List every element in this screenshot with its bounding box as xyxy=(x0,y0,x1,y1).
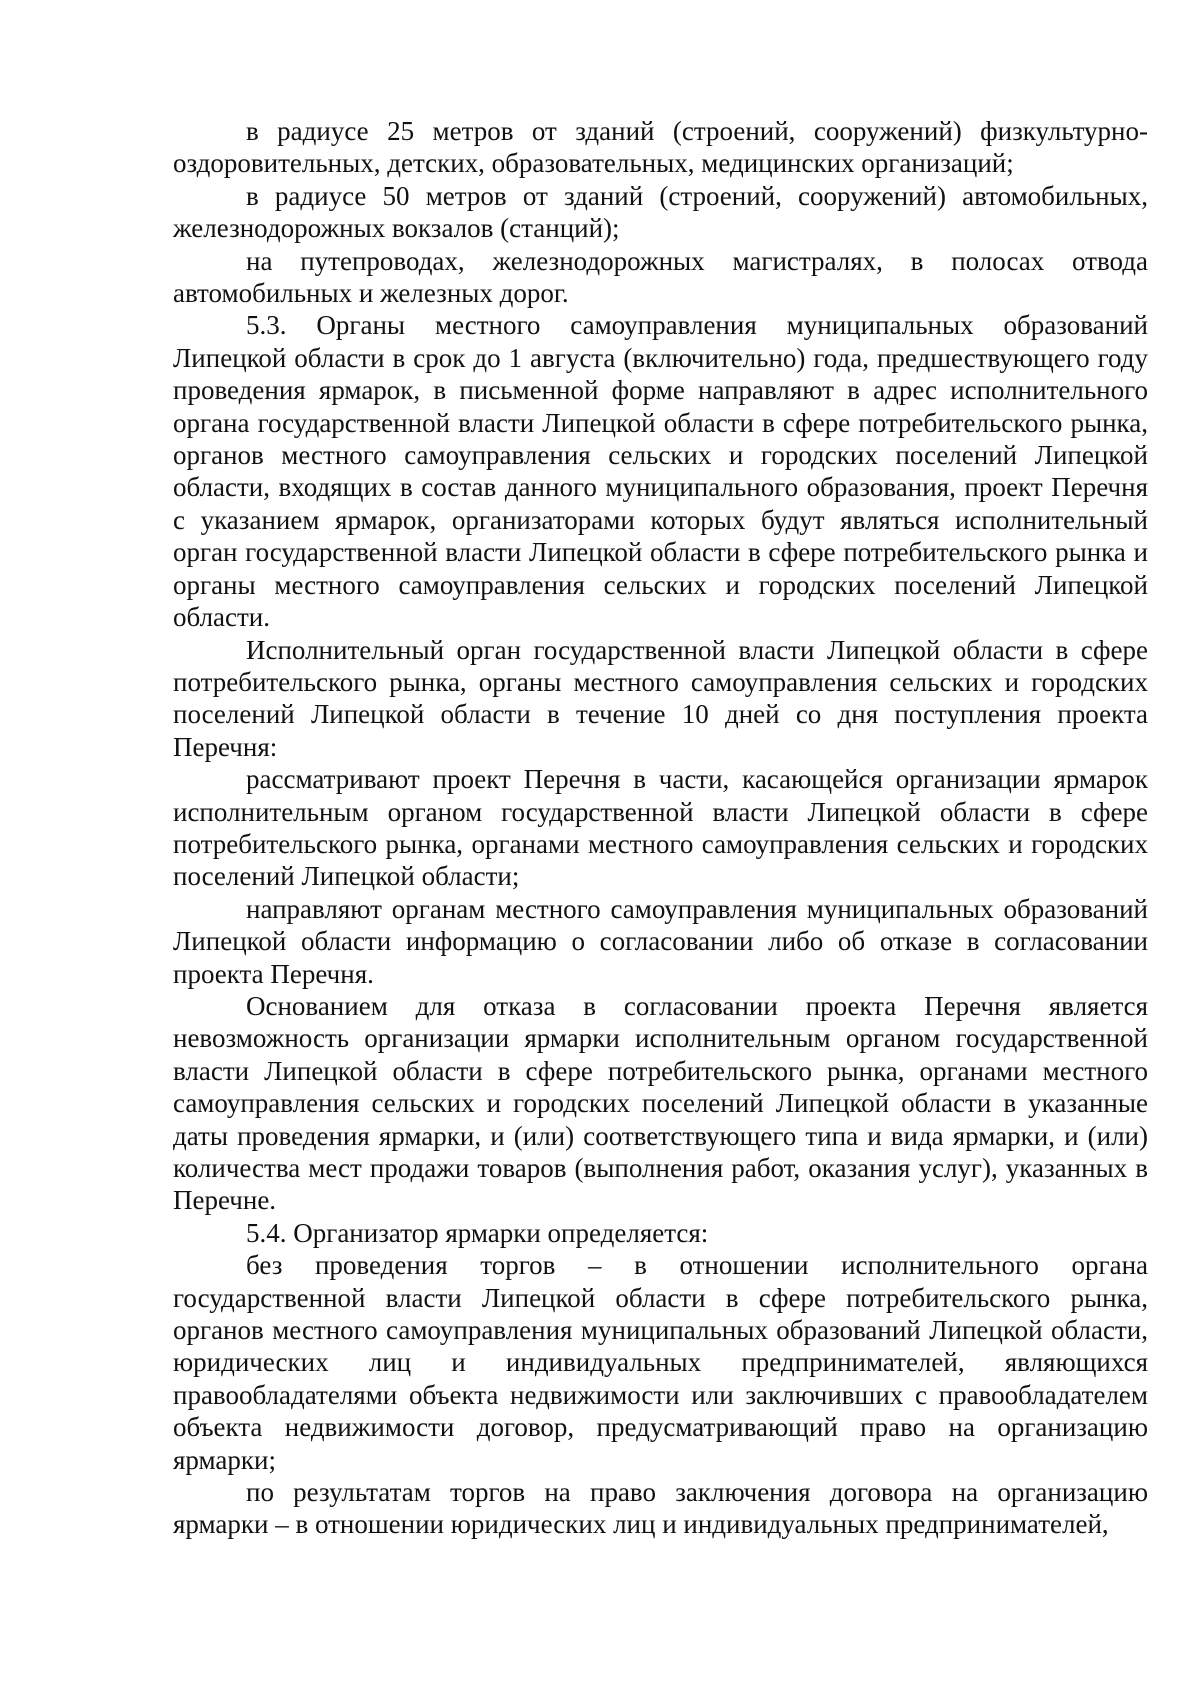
paragraph-refusal-grounds: Основанием для отказа в согласовании проекта Перечня является невозможность организации ярмарки исполнительным органом государственной власти Липецкой области в сфере потребительского рынка, органами местного самоуправления сельских и городских поселений Липецкой области в указанные даты проведения ярмарки, и (или) соответствующего типа и вида ярмарки, и (или) количества мест продажи товаров (выполнения работ, оказания услуг), указанных в Перечне. xyxy=(173,990,1148,1216)
paragraph-without-tender: без проведения торгов – в отношении исполнительного органа государственной власти Липецкой области в сфере потребительского рынка, органов местного самоуправления муниципальных образований Липецкой области, юридических лиц и индивидуальных предпринимателей, являющихся правообладателями объекта недвижимости или заключивших с правообладателем объекта недвижимости договор, предусматривающий право на организацию ярмарки; xyxy=(173,1250,1148,1475)
paragraph-overpasses: на путепроводах, железнодорожных магистралях, в полосах отвода автомобильных и железных дорог. xyxy=(173,245,1148,309)
paragraph-radius-25m: в радиусе 25 метров от зданий (строений, сооружений) физкультурно-оздоровительных, детских, образовательных, медицинских организаций; xyxy=(173,116,1148,179)
document-body xyxy=(173,115,1148,1541)
paragraph-section-5-3: 5.3. Органы местного самоуправления муниципальных образований Липецкой области в срок до 1 августа (включительно) года, предшествующего году проведения ярмарок, в письменной форме направляют в адрес исполнительного органа государственной власти Липецкой области в сфере потребительского рынка, органов местного самоуправления сельских и городских поселений Липецкой области, входящих в состав данного муниципального образования, проект Перечня с указанием ярмарок, организаторами которых будут являться исполнительный орган государственной власти Липецкой области в сфере потребительского рынка и органы местного самоуправления сельских и городских поселений Липецкой области. xyxy=(173,310,1148,633)
paragraph-section-5-4: 5.4. Организатор ярмарки определяется: xyxy=(246,1217,709,1248)
paragraph-executive-body: Исполнительный орган государственной власти Липецкой области в сфере потребительского рынка, органы местного самоуправления сельских и городских поселений Липецкой области в течение 10 дней со дня поступления проекта Перечня: xyxy=(173,634,1148,762)
paragraph-review-draft: рассматривают проект Перечня в части, касающейся организации ярмарок исполнительным органом государственной власти Липецкой области в сфере потребительского рынка, органами местного самоуправления сельских и городских поселений Липецкой области; xyxy=(173,764,1148,892)
paragraph-send-information: направляют органам местного самоуправления муниципальных образований Липецкой области информацию о согласовании либо об отказе в согласовании проекта Перечня. xyxy=(173,893,1148,989)
paragraph-by-tender: по результатам торгов на право заключения договора на организацию ярмарки – в отношении юридических лиц и индивидуальных предпринимателей, xyxy=(173,1477,1148,1540)
paragraph-radius-50m: в радиусе 50 метров от зданий (строений, сооружений) автомобильных, железнодорожных вокзалов (станций); xyxy=(173,180,1148,244)
